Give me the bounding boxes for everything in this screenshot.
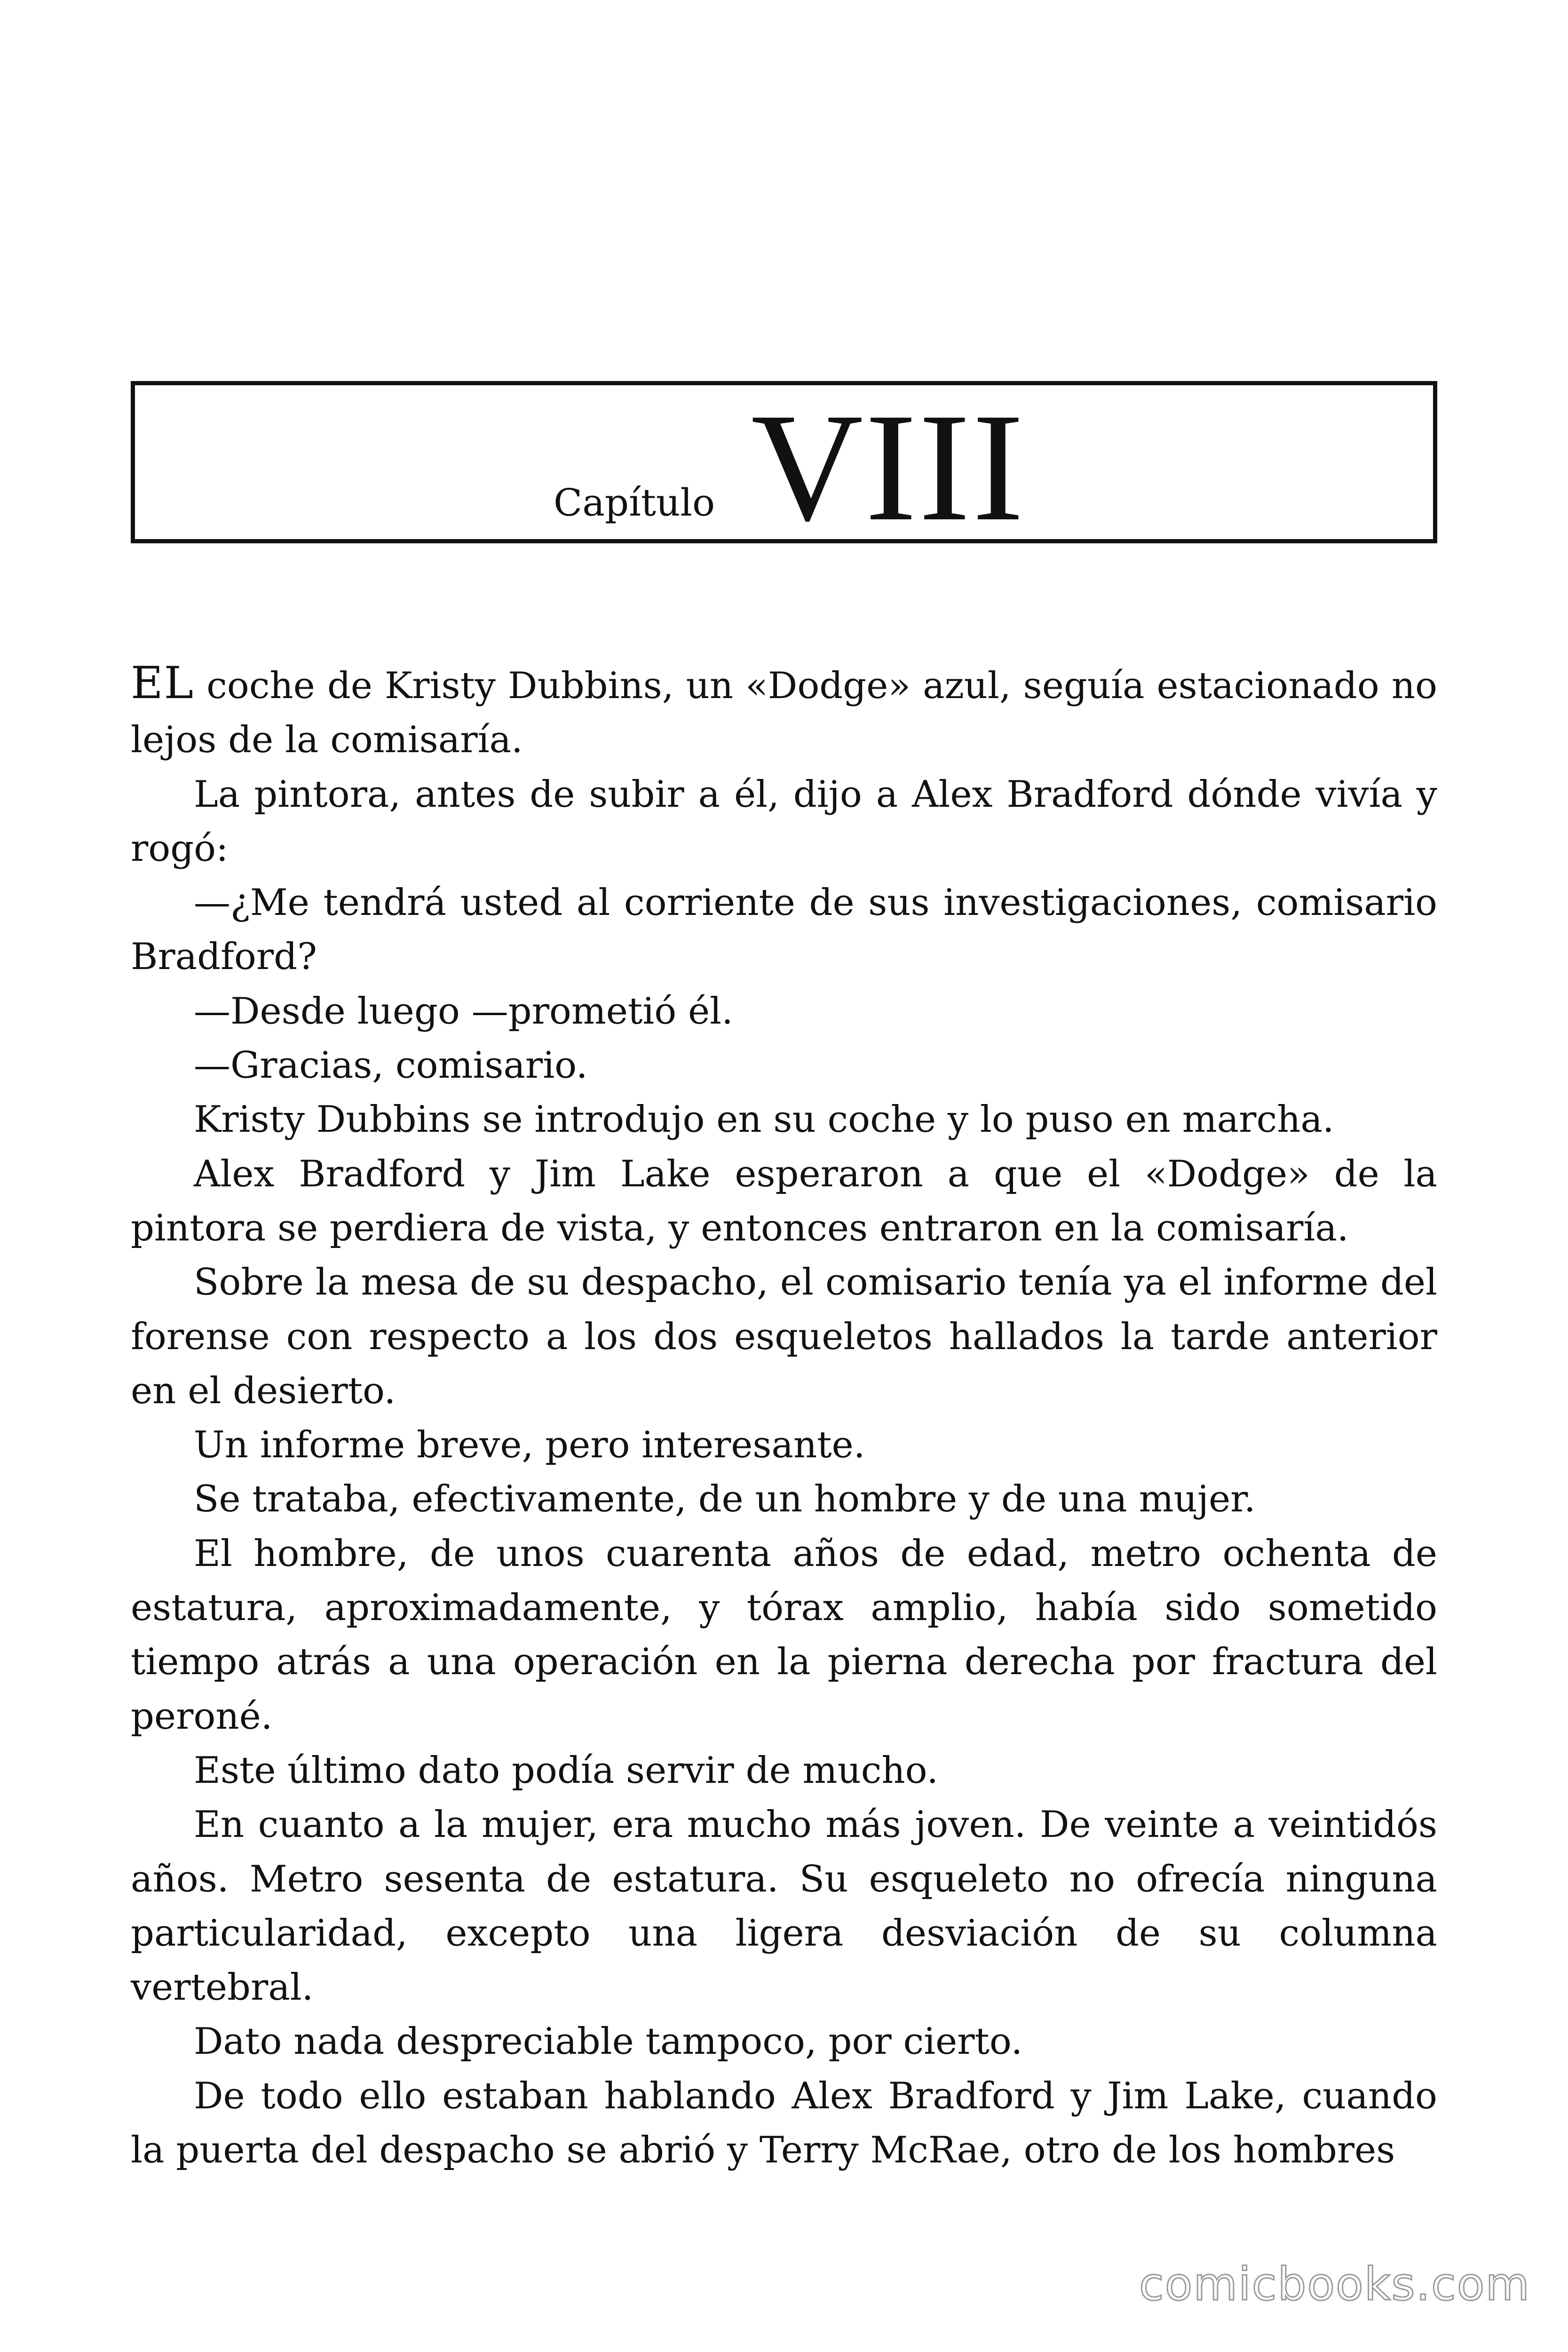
paragraph-text: coche de Kristy Dubbins, un «Dodge» azul, seguía estacionado no lejos de la comisaría.: [131, 665, 1437, 762]
paragraph: Sobre la mesa de su despacho, el comisario tenía ya el informe del forense con respecto a los dos esqueletos hallados la tarde anterior en el desierto.: [131, 1261, 1437, 1412]
chapter-body: [131, 656, 1437, 2177]
paragraph: Alex Bradford y Jim Lake esperaron a que el «Dodge» de la pintora se perdiera de vista, y entonces entraron en la comisaría.: [131, 1152, 1437, 1249]
paragraph: —¿Me tendrá usted al corriente de sus investigaciones, comisario Bradford?: [131, 882, 1437, 978]
paragraph: —Gracias, comisario.: [194, 1044, 588, 1087]
lead-caps: EL: [131, 658, 195, 709]
paragraph: La pintora, antes de subir a él, dijo a Alex Bradford dónde vivía y rogó:: [131, 773, 1437, 870]
paragraph: El hombre, de unos cuarenta años de edad, metro ochenta de estatura, aproximadamente, y tórax amplio, había sido sometido tiempo atrás a una operación en la pierna derecha por fractura del peroné.: [131, 1532, 1437, 1738]
watermark: comicbooks.com: [1139, 2258, 1530, 2311]
paragraph: [131, 656, 1437, 768]
paragraph: De todo ello estaban hablando Alex Bradford y Jim Lake, cuando la puerta del despacho se abrió y Terry McRae, otro de los hombres: [131, 2074, 1437, 2172]
paragraph: —Desde luego —prometió él.: [194, 990, 733, 1033]
chapter-heading-box: [131, 381, 1437, 553]
paragraph: En cuanto a la mujer, era mucho más joven. De veinte a veintidós años. Metro sesenta de estatura. Su esqueleto no ofrecía ninguna particularidad, excepto una ligera desviación de su columna vertebral.: [131, 1804, 1437, 2009]
paragraph: Este último dato podía servir de mucho.: [194, 1749, 939, 1792]
paragraph: Se trataba, efectivamente, de un hombre y de una mujer.: [194, 1478, 1256, 1521]
chapter-number: VIII: [751, 381, 1026, 553]
chapter-label: Capítulo: [554, 481, 715, 524]
paragraph: Dato nada despreciable tampoco, por cierto.: [194, 2020, 1023, 2063]
paragraph: Kristy Dubbins se introdujo en su coche y lo puso en marcha.: [194, 1098, 1334, 1141]
paragraph: Un informe breve, pero interesante.: [194, 1424, 865, 1467]
